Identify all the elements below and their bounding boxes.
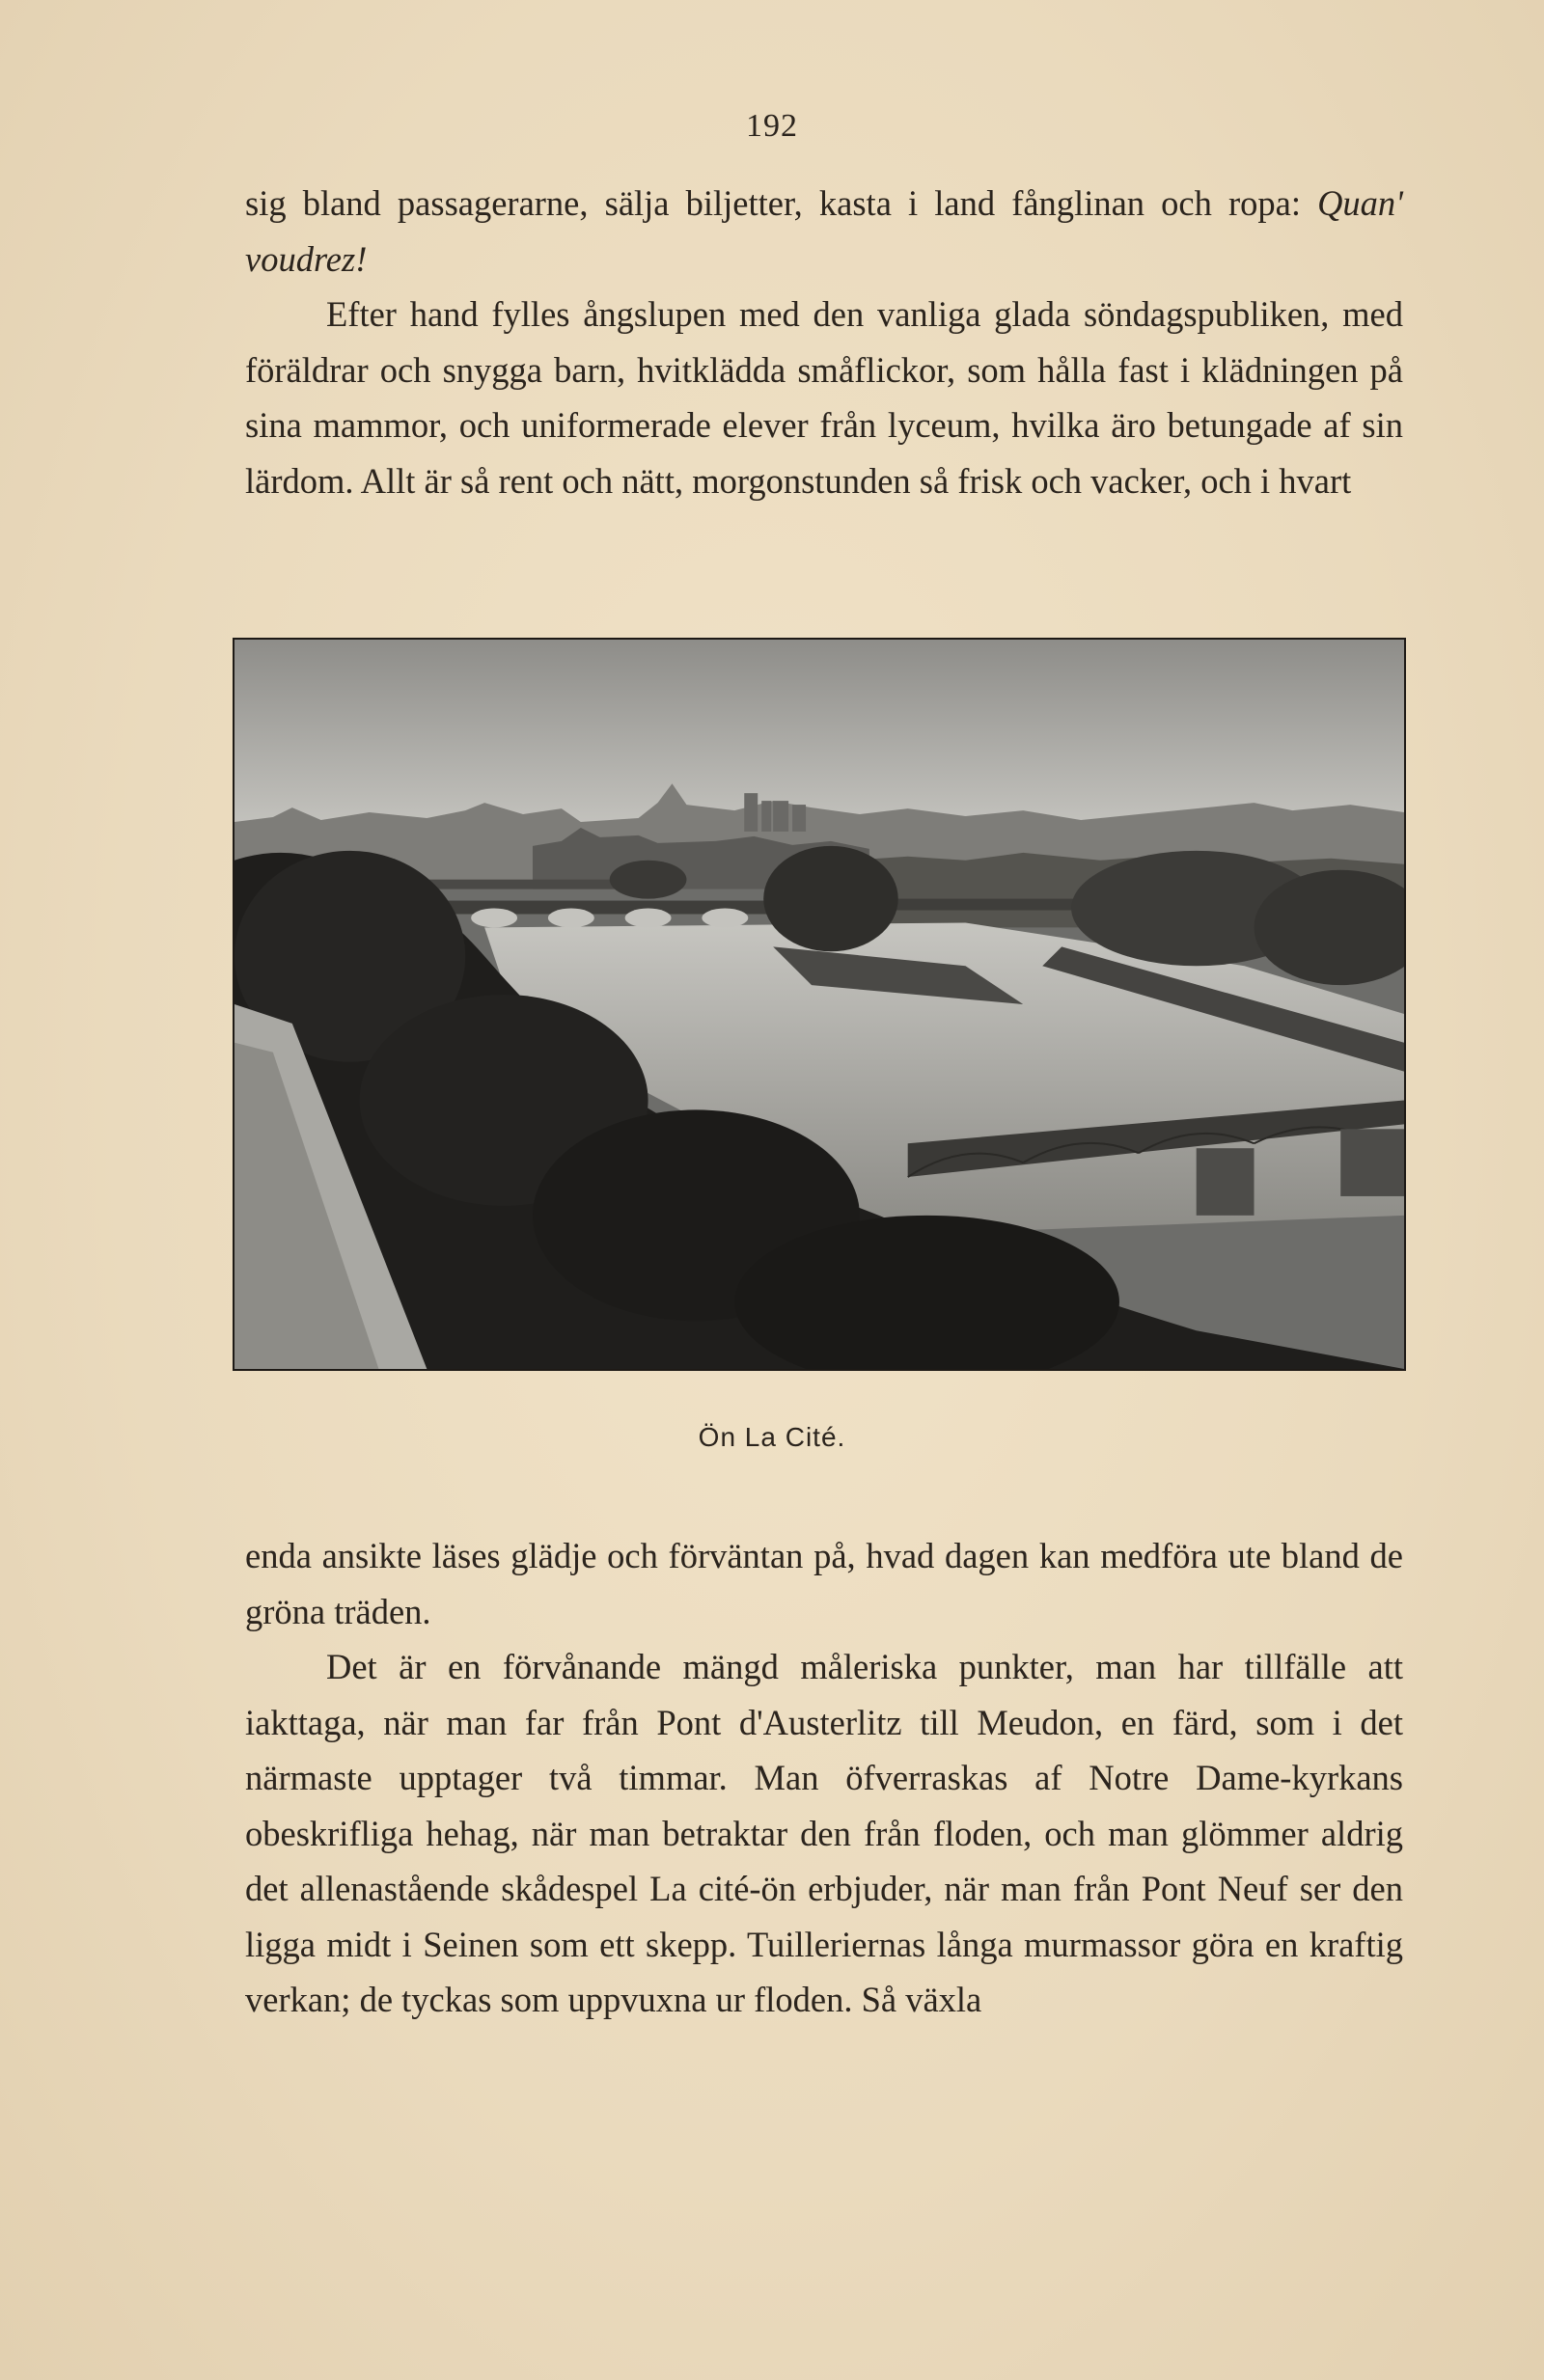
text-block-bottom [245,1528,1403,2028]
paragraph-p4 [245,1639,1403,2028]
page-number: 192 [746,108,798,144]
paragraph-p1 [245,176,1403,287]
text-block-top [245,176,1403,508]
text-run: Quan' voudrez! [245,183,1403,279]
paragraph-p3 [245,1528,1403,1639]
photo-illustration [234,640,1404,1369]
text-run: enda ansikte läses glädje och förväntan på, hvad dagen kan medföra ute bland de gröna träden. [245,1536,1403,1631]
text-run: Det är en förvånande mängd måleriska punkter, man har tillfälle att iakttaga, när man far från Pont d'Austerlitz till Meudon, en färd, som i det närmaste upptager två timmar. Man öfverraskas af Notre Dame-kyrkans obeskrifliga hehag, när man betraktar den från floden, och man glömmer aldrig det allenastående skådespel La cité-ön erbjuder, när man från Pont Neuf ser den ligga midt i Seinen som ett skepp. Tuilleriernas långa murmassor göra en kraftig verkan; de tyckas som uppvuxna ur floden. Så växla [245,1647,1403,2019]
text-run: Efter hand fylles ångslupen med den vanliga glada söndagspubliken, med föräldrar och snygga barn, hvitklädda småflickor, som hålla fast i klädningen på sina mammor, och uniformerade elever från lyceum, hvilka äro betungade af sin lärdom. Allt är så rent och nätt, morgonstunden så frisk och vacker, och i hvart [245,294,1403,501]
paragraph-p2 [245,287,1403,508]
figure-caption: Ön La Cité. [698,1422,846,1452]
text-run: sig bland passagerarne, sälja biljetter, kasta i land fånglinan och ropa: [245,183,1318,223]
photograph-la-cite [233,638,1406,1371]
